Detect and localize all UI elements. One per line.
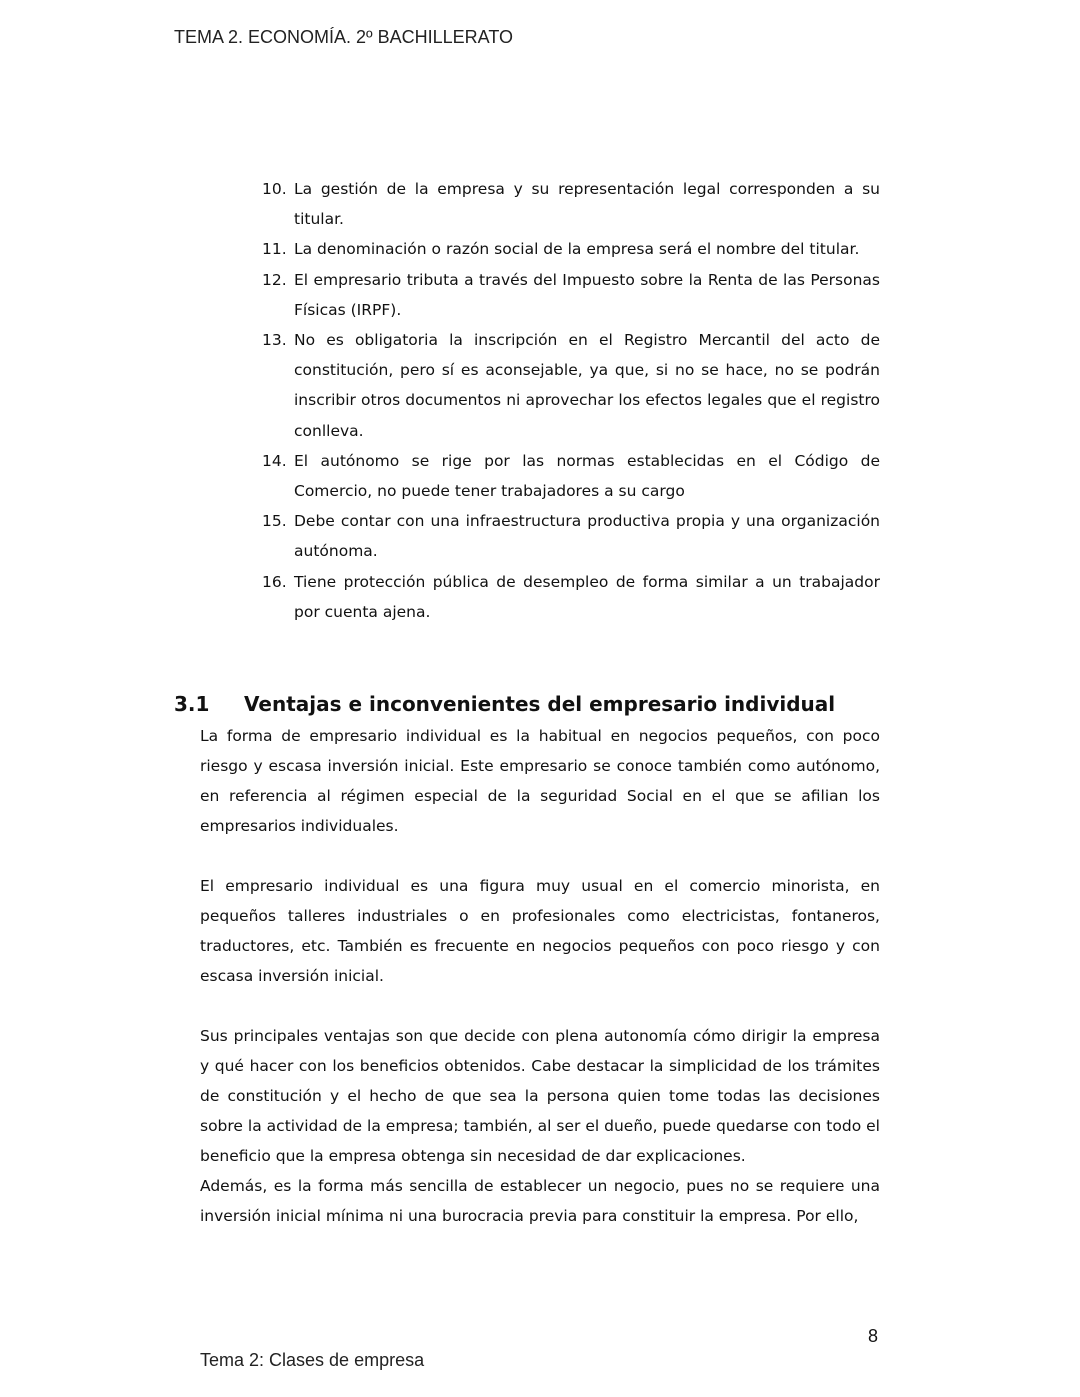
list-text: El empresario tributa a través del Impuesto sobre la Renta de las Personas Físicas (IRPF). (294, 270, 880, 319)
section-heading (174, 692, 835, 716)
list-number: 10. (262, 180, 287, 198)
list-number: 15. (262, 512, 287, 531)
list-number: 16. (262, 572, 287, 591)
list-text: Tiene protección pública de desempleo de forma similar a un trabajador por cuenta ajena. (294, 572, 880, 621)
list-item (262, 506, 880, 566)
list-text: La gestión de la empresa y su representación legal corresponden a su titular. (294, 180, 880, 229)
paragraph: La forma de empresario individual es la habitual en negocios pequeños, con poco riesgo y escasa inversión inicial. Este empresario se conoce también como autónomo, en referencia al régimen especial de la seguridad Social en el que se afilian los empresarios individuales. (200, 727, 880, 835)
list-number: 12. (262, 270, 287, 289)
characteristics-list (262, 174, 880, 627)
paragraph: Sus principales ventajas son que decide con plena autonomía cómo dirigir la empresa y qué hacer con los beneficios obtenidos. Cabe destacar la simplicidad de los trámites de constitución y el hecho de que sea la persona quien tome todas las decisiones sobre la actividad de la empresa; también, al ser el dueño, puede quedarse con todo el beneficio que la empresa obtenga sin necesidad de dar explicaciones. (200, 1027, 880, 1165)
list-number: 14. (262, 451, 287, 470)
list-number: 13. (262, 331, 287, 350)
list-text: La denominación o razón social de la empresa será el nombre del titular. (294, 240, 860, 259)
list-text: El autónomo se rige por las normas establecidas en el Código de Comercio, no puede tener trabajadores a su cargo (294, 451, 880, 501)
paragraph: El empresario individual es una figura muy usual en el comercio minorista, en pequeños talleres industriales o en profesionales como electricistas, fontaneros, traductores, etc. También es frecuente en negocios pequeños con poco riesgo y con escasa inversión inicial. (200, 877, 880, 985)
list-item (262, 446, 880, 506)
page-number: 8 (868, 1326, 879, 1346)
list-item (262, 567, 880, 627)
section-number: 3.1 (174, 692, 210, 716)
list-text: Debe contar con una infraestructura productiva propia y una organización autónoma. (294, 512, 880, 561)
list-item (262, 234, 880, 264)
list-number: 11. (262, 240, 287, 259)
list-item (262, 174, 880, 234)
list-item (262, 265, 880, 325)
page-header: TEMA 2. ECONOMÍA. 2º BACHILLERATO (174, 27, 513, 47)
list-text: No es obligatoria la inscripción en el Registro Mercantil del acto de constitución, pero sí es aconsejable, ya que, si no se hace, no se podrán inscribir otros documentos ni aprovechar los efectos legales que el registro conlleva. (294, 331, 880, 440)
section-body (200, 721, 880, 1231)
section-title: Ventajas e inconvenientes del empresario individual (244, 692, 836, 716)
list-item (262, 325, 880, 446)
paragraph: Además, es la forma más sencilla de establecer un negocio, pues no se requiere una inversión inicial mínima ni una burocracia previa para constituir la empresa. Por ello, (200, 1177, 880, 1225)
page-footer: Tema 2: Clases de empresa (200, 1350, 425, 1370)
